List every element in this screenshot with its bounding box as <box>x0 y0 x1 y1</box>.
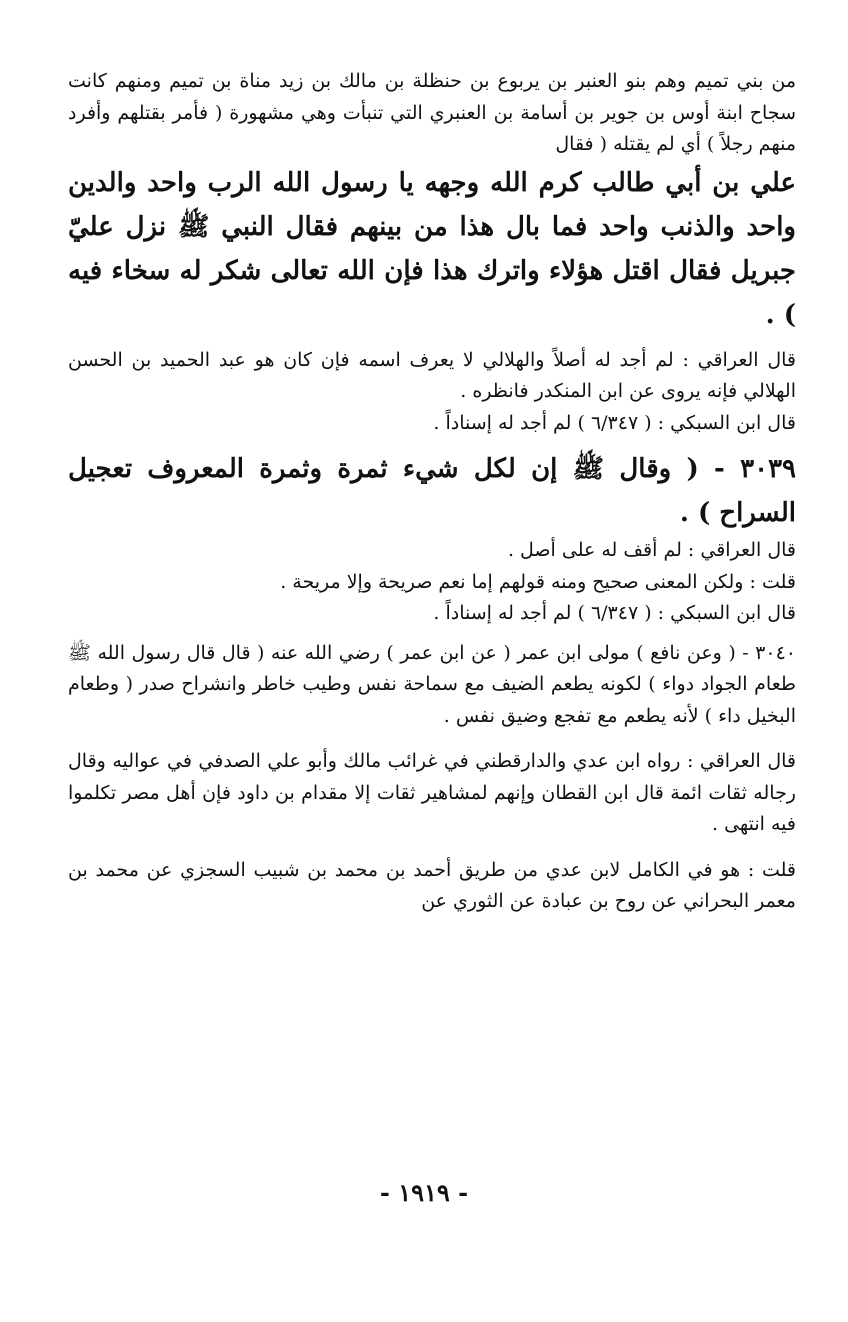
paragraph-3: قال العراقي : لم أجد له أصلاً والهلالي لا يعرف اسمه فإن كان هو عبد الحميد بن الحسن الهلالي فإنه يروى عن ابن المنكدر فانظره . <box>68 348 796 402</box>
paragraph-4: قال ابن السبكي : ( ٦/٣٤٧ ) لم أجد له إسناداً . <box>433 411 796 434</box>
paragraph-10: قال العراقي : رواه ابن عدي والدارقطني في غرائب مالك وأبو علي الصدفي في عواليه وقال رجاله ثقات ائمة قال ابن القطان وإنهم لمشاهير ثقات إلا مقدام بن داود فإن أهل مصر تكلموا فيه انتهى . <box>68 750 796 835</box>
hadith-3039: ٣٠٣٩ - ( وقال ﷺ إن لكل شيء ثمرة وثمرة المعروف تعجيل السراح ) . <box>68 454 796 528</box>
hadith-3040: ٣٠٤٠ - ( وعن نافع ) مولى ابن عمر ( عن ابن عمر ) رضي الله عنه ( قال قال رسول الله ﷺ طعام الجواد دواء ) لكونه يطعم الضيف مع سماحة نفس وطيب خاطر وانشراح صدر ( وطعام البخيل داء ) لأنه يطعم مع تفجع وضيق نفس . <box>68 641 796 727</box>
paragraph-8: قال ابن السبكي : ( ٦/٣٤٧ ) لم أجد له إسناداً . <box>433 602 796 624</box>
page-text <box>68 66 796 918</box>
paragraph-6: قال العراقي : لم أقف له على أصل . <box>507 539 796 561</box>
paragraph-7: قلت : ولكن المعنى صحيح ومنه قولهم إما نعم صريحة وإلا مريحة . <box>280 570 796 593</box>
paragraph-11: قلت : هو في الكامل لابن عدي من طريق أحمد بن محمد بن شبيب السجزي عن محمد بن معمر البحراني عن روح بن عبادة عن الثوري عن <box>68 858 797 912</box>
page-number: - ١٩١٩ - <box>379 1178 469 1207</box>
paragraph-2: علي بن أبي طالب كرم الله وجهه يا رسول الله الرب واحد والدين واحد والذنب واحد فما بال هذا من بينهم فقال النبي ﷺ نزل عليّ جبريل فقال اقتل هؤلاء واترك هذا فإن الله تعالى شكر له سخاء فيه ) . <box>68 167 796 330</box>
paragraph-1: من بني تميم وهم بنو العنبر بن يربوع بن حنظلة بن مالك بن زيد مناة بن تميم ومنهم كانت سجاح ابنة أوس بن جوير بن أسامة بن العنبري التي تنبأت وهي مشهورة ( فأمر بقتلهم وأفرد منهم رجلاً ) أي لم يقتله ( فقال <box>68 70 796 155</box>
